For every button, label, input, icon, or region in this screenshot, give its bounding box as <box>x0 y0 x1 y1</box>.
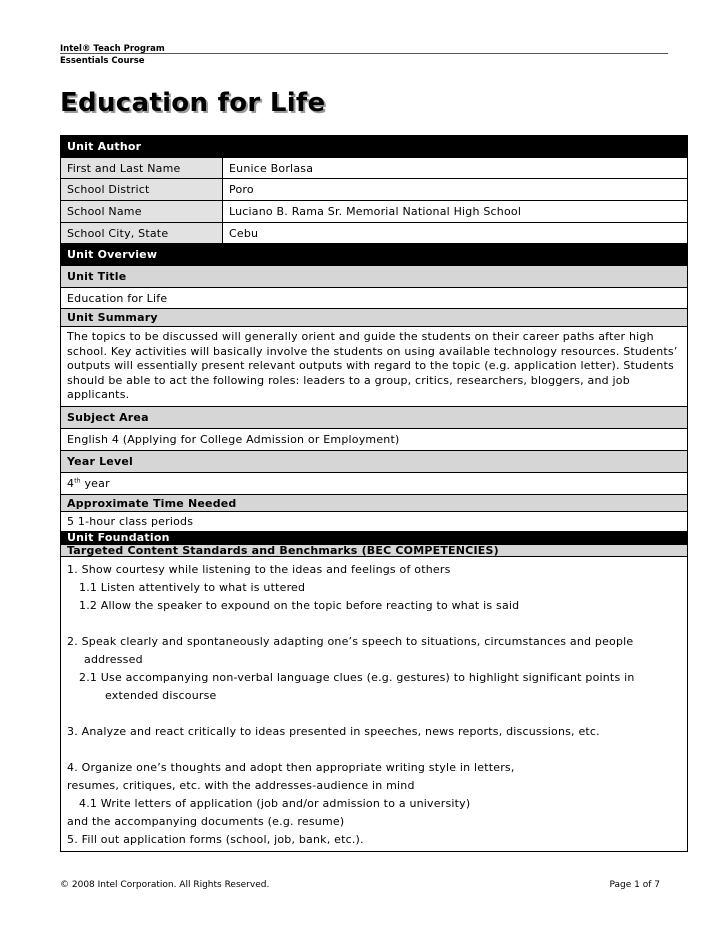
unit-title-value: Education for Life <box>61 288 688 309</box>
time-needed-label: Approximate Time Needed <box>61 495 688 512</box>
spacer <box>67 615 681 633</box>
standard-item: resumes, critiques, etc. with the addresses-audience in mind <box>67 779 415 792</box>
standard-item: 3. Analyze and react critically to ideas presented in speeches, news reports, discussions, etc. <box>67 725 600 738</box>
standard-item: addressed <box>84 653 143 666</box>
standard-item: 4.1 Write letters of application (job and/or admission to a university) <box>79 797 471 810</box>
author-value: Luciano B. Rama Sr. Memorial National High School <box>223 201 688 223</box>
author-value: Eunice Borlasa <box>223 158 688 179</box>
author-row <box>61 158 688 179</box>
unit-summary-label: Unit Summary <box>61 309 688 327</box>
year-level-value <box>61 473 688 495</box>
author-value: Cebu <box>223 223 688 244</box>
page-number: Page 1 of 7 <box>609 880 660 890</box>
spacer <box>67 705 681 723</box>
standard-item: 4. Organize one’s thoughts and adopt then appropriate writing style in letters, <box>67 761 515 774</box>
author-label: First and Last Name <box>61 158 223 179</box>
author-label: School Name <box>61 201 223 223</box>
standard-item: extended discourse <box>105 689 217 702</box>
author-label: School District <box>61 179 223 201</box>
author-row <box>61 201 688 223</box>
author-row <box>61 179 688 201</box>
subject-area-value: English 4 (Applying for College Admission or Employment) <box>61 429 688 451</box>
course-name: Essentials Course <box>60 56 145 66</box>
document-header <box>60 43 668 67</box>
year-suffix: th <box>74 477 81 485</box>
standard-item: and the accompanying documents (e.g. resume) <box>67 815 345 828</box>
section-unit-overview: Unit Overview <box>61 244 688 266</box>
program-name: Intel® Teach Program <box>60 44 165 54</box>
year-word: year <box>84 477 110 490</box>
header-rule <box>60 53 668 54</box>
year-number: 4 <box>67 477 75 490</box>
section-unit-foundation: Unit Foundation <box>61 532 688 545</box>
standard-item: 2. Speak clearly and spontaneously adapting one’s speech to situations, circumstances and people <box>67 635 634 648</box>
standard-item: 1.2 Allow the speaker to expound on the topic before reacting to what is said <box>79 599 520 612</box>
page-title: Education for Life <box>60 88 326 118</box>
standard-item: 5. Fill out application forms (school, job, bank, etc.). <box>67 833 364 846</box>
spacer <box>67 741 681 759</box>
standard-item: 1. Show courtesy while listening to the ideas and feelings of others <box>67 563 451 576</box>
standard-item: 1.1 Listen attentively to what is uttered <box>79 581 306 594</box>
standards-label: Targeted Content Standards and Benchmarks (BEC COMPETENCIES) <box>61 545 688 557</box>
subject-area-label: Subject Area <box>61 407 688 429</box>
time-needed-value: 5 1-hour class periods <box>61 512 688 532</box>
unit-title-label: Unit Title <box>61 266 688 288</box>
author-label: School City, State <box>61 223 223 244</box>
author-value: Poro <box>223 179 688 201</box>
section-unit-author: Unit Author <box>61 136 688 158</box>
copyright-notice: © 2008 Intel Corporation. All Rights Reserved. <box>60 880 270 890</box>
unit-summary-text: The topics to be discussed will generally orient and guide the students on their career paths after high school. Key activities will basically involve the students on using available technology resources. Students’ outputs will essentially present relevant outputs with regard to the topic (e.g. application letter). Students should be able to act the following roles: leaders to a group, critics, researchers, bloggers, and job applicants. <box>61 327 688 407</box>
year-level-label: Year Level <box>61 451 688 473</box>
standard-item: 2.1 Use accompanying non-verbal language clues (e.g. gestures) to highlight significant points in <box>79 671 635 684</box>
unit-plan-table <box>60 135 688 852</box>
author-row <box>61 223 688 244</box>
standards-list <box>61 557 688 852</box>
